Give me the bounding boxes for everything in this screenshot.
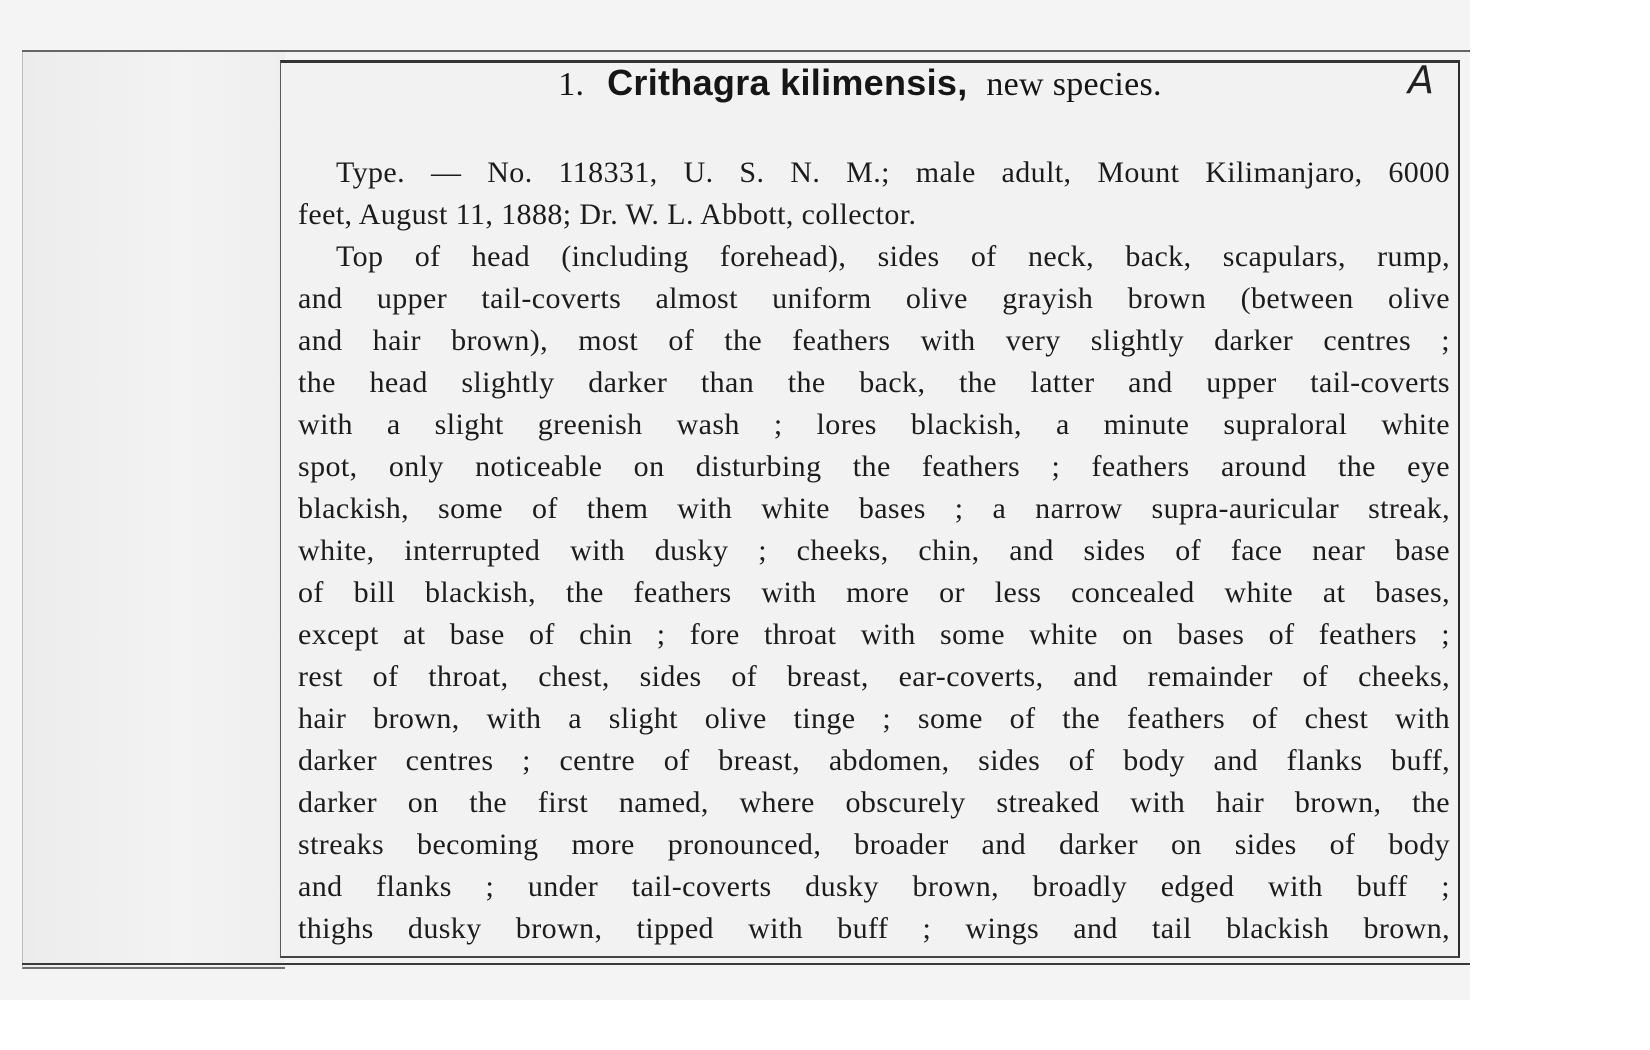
text-line: white, interrupted with dusky ; cheeks, chin, and sides of face near base: [298, 534, 1450, 567]
text-line: feet, August 11, 1888; Dr. W. L. Abbott, collector.: [298, 198, 917, 231]
text-line: the head slightly darker than the back, the latter and upper tail-coverts: [298, 366, 1450, 399]
handwritten-annotation: A: [1408, 58, 1434, 102]
heading-descriptor: new species.: [986, 66, 1162, 103]
text-line: and flanks ; under tail-coverts dusky brown, broadly edged with buff ;: [298, 870, 1450, 903]
text-line: darker centres ; centre of breast, abdomen, sides of body and flanks buff,: [298, 744, 1450, 777]
text-line: and hair brown), most of the feathers with very slightly darker centres ;: [298, 324, 1450, 357]
text-line: of bill blackish, the feathers with more or less concealed white at bases,: [298, 576, 1450, 609]
species-heading: [280, 62, 1440, 104]
paper-flap: [22, 50, 285, 969]
description-body: [298, 152, 1450, 950]
top-edge: [22, 50, 1470, 52]
text-line: hair brown, with a slight olive tinge ; some of the feathers of chest with: [298, 702, 1450, 735]
text-line: thighs dusky brown, tipped with buff ; wings and tail blackish brown,: [298, 912, 1450, 945]
heading-number: 1.: [558, 66, 585, 103]
bottom-edge: [22, 963, 1470, 965]
plumage-paragraph: [298, 236, 1450, 950]
text-line: rest of throat, chest, sides of breast, ear-coverts, and remainder of cheeks,: [298, 660, 1450, 693]
text-line: with a slight greenish wash ; lores blackish, a minute supraloral white: [298, 408, 1450, 441]
text-line: spot, only noticeable on disturbing the feathers ; feathers around the eye: [298, 450, 1450, 483]
text-line: except at base of chin ; fore throat with some white on bases of feathers ;: [298, 618, 1450, 651]
text-line: Type. — No. 118331, U. S. N. M.; male adult, Mount Kilimanjaro, 6000: [336, 156, 1450, 189]
text-line: blackish, some of them with white bases ; a narrow supra-auricular streak,: [298, 492, 1450, 525]
text-line: streaks becoming more pronounced, broader and darker on sides of body: [298, 828, 1450, 861]
text-line: darker on the first named, where obscurely streaked with hair brown, the: [298, 786, 1450, 819]
text-line: and upper tail-coverts almost uniform olive grayish brown (between olive: [298, 282, 1450, 315]
species-name: Crithagra kilimensis,: [607, 62, 968, 103]
text-line: Top of head (including forehead), sides of neck, back, scapulars, rump,: [336, 240, 1450, 273]
type-paragraph: [298, 152, 1450, 236]
